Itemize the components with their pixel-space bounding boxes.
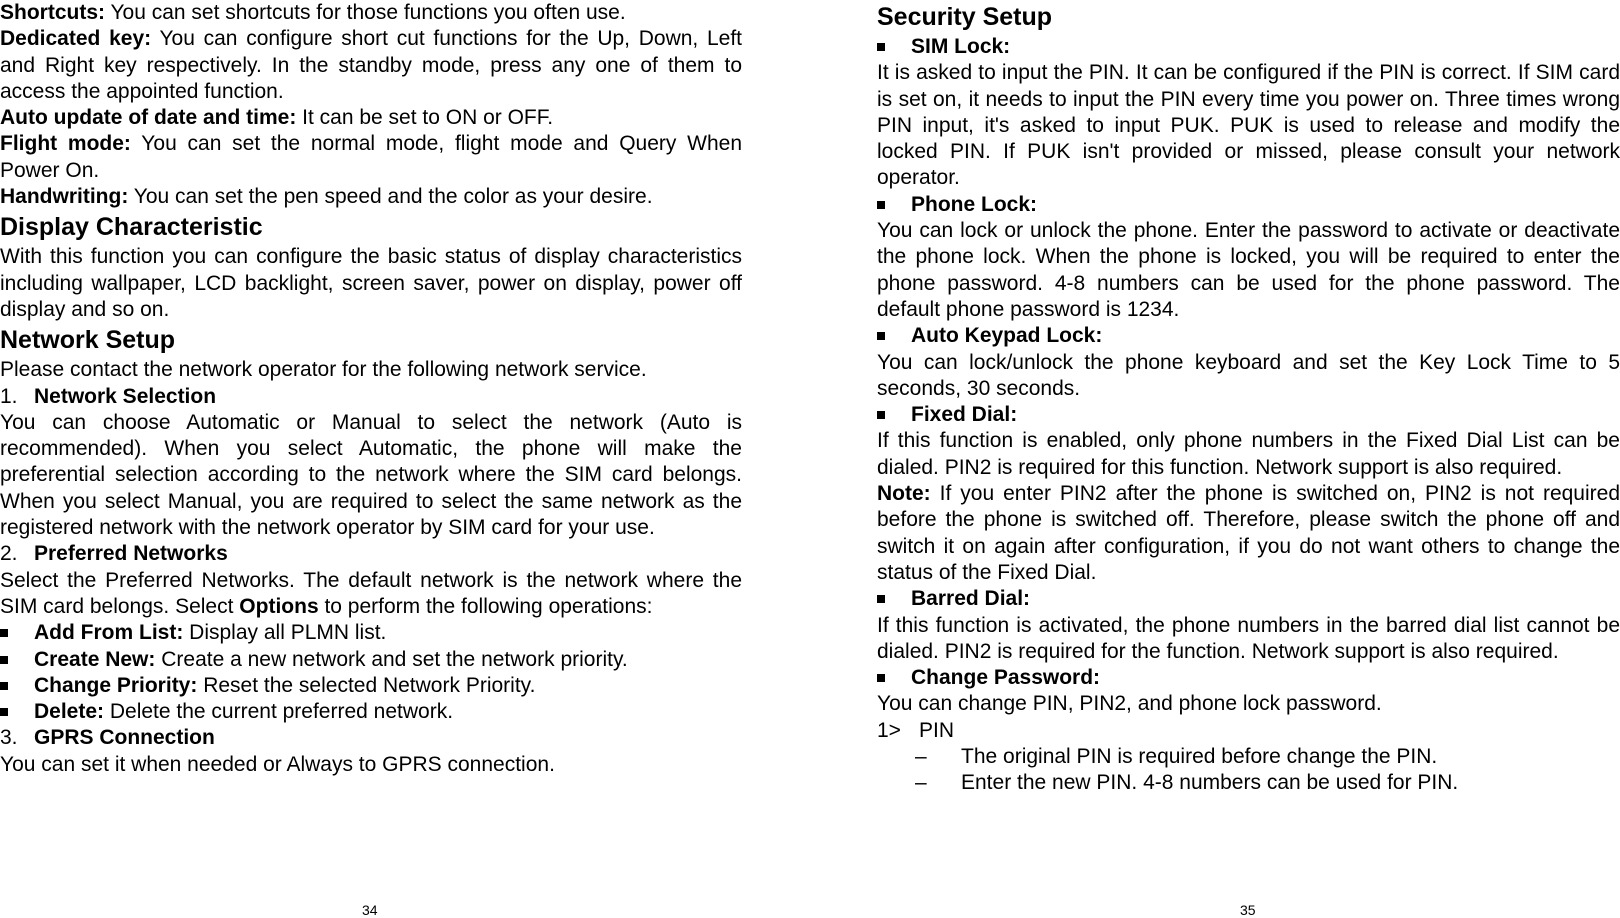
network-selection-title — [0, 384, 742, 410]
shortcuts-paragraph — [0, 0, 742, 26]
section-title: GPRS Connection — [34, 726, 215, 750]
gprs-paragraph: You can set it when needed or Always to GPRS connection. — [0, 752, 555, 776]
item-label: Fixed Dial: — [911, 403, 1018, 427]
barred-dial-text: If this function is activated, the phone numbers in the barred dial list cannot be dialed. PIN2 is required for the function. Network support is also required. — [877, 613, 1620, 663]
auto-update-text: It can be set to ON or OFF. — [296, 106, 554, 130]
flight-mode-paragraph — [0, 131, 742, 184]
preferred-text-a: Select the Preferred Networks. The default network is the network where the SIM card belongs. Select — [0, 568, 742, 618]
fixed-dial-text: If this function is enabled, only phone numbers in the Fixed Dial List can be dialed. PIN2 is required for this function. Network support is also required. — [877, 429, 1620, 479]
section-title: Network Selection — [34, 384, 217, 408]
pin-title: PIN — [919, 718, 955, 742]
network-heading: Network Setup — [0, 326, 176, 355]
item-label: SIM Lock: — [911, 35, 1011, 58]
options-label: Options — [239, 594, 319, 618]
note-label: Note: — [877, 482, 931, 506]
bullet-text: Delete the current preferred network. — [104, 700, 454, 724]
list-item — [0, 620, 742, 646]
handwriting-text: You can set the pen speed and the color as your desire. — [128, 185, 653, 209]
pin-subsection — [877, 718, 1620, 744]
bullet-label: Change Priority: — [34, 673, 198, 697]
left-page — [0, 0, 742, 778]
flight-mode-text: You can set the normal mode, flight mode and Query When Power On. — [0, 132, 743, 182]
pin-number: 1> — [877, 718, 901, 742]
square-bullet-icon — [0, 647, 34, 673]
square-bullet-icon — [877, 665, 911, 691]
display-heading: Display Characteristic — [0, 213, 263, 242]
list-item — [0, 673, 742, 699]
bullet-label: Add From List: — [34, 621, 184, 645]
preferred-networks-title — [0, 541, 742, 567]
note-paragraph — [877, 481, 1620, 586]
network-intro: Please contact the network operator for the following network service. — [0, 358, 647, 382]
dash-bullet-icon: – — [915, 745, 927, 769]
bullet-label: Create New: — [34, 647, 156, 671]
section-title: Preferred Networks — [34, 542, 228, 566]
auto-update-paragraph — [0, 105, 742, 131]
display-paragraph: With this function you can configure the basic status of display characteristics including wallpaper, LCD backlight, screen saver, power on display, power off display and so on. — [0, 245, 742, 321]
gprs-title — [0, 725, 742, 751]
section-number: 3. — [0, 726, 18, 750]
phone-lock-item — [877, 192, 1620, 218]
list-item — [0, 699, 742, 725]
note-text: If you enter PIN2 after the phone is switched on, PIN2 is not required before the phone is switched off. Therefore, please switch the phone off and switch it on again after configuration, if you do not want others to change the status of the Fixed Dial. — [877, 482, 1620, 584]
item-label: Auto Keypad Lock: — [911, 324, 1103, 348]
bullet-label: Delete: — [34, 700, 105, 724]
dash-bullet-icon: – — [915, 771, 927, 795]
auto-update-label: Auto update of date and time: — [0, 106, 297, 130]
phone-lock-text: You can lock or unlock the phone. Enter the password to activate or deactivate the phone lock. When the phone is locked, you will be required to enter the phone password. 4-8 numbers can be used for the phone password. The default phone password is 1234. — [877, 219, 1620, 321]
dash-item-text: Enter the new PIN. 4-8 numbers can be used for PIN. — [961, 771, 1459, 795]
auto-keypad-lock-text: You can lock/unlock the phone keyboard and set the Key Lock Time to 5 seconds, 30 seconds. — [877, 350, 1620, 400]
change-password-text: You can change PIN, PIN2, and phone lock password. — [877, 692, 1382, 716]
preferred-networks-paragraph — [0, 568, 742, 621]
square-bullet-icon — [877, 34, 911, 60]
page-number-right: 35 — [1240, 902, 1256, 918]
bullet-text: Reset the selected Network Priority. — [197, 673, 536, 697]
dash-item-text: The original PIN is required before change the PIN. — [961, 745, 1438, 769]
item-label: Phone Lock: — [911, 192, 1038, 216]
security-heading: Security Setup — [877, 3, 1053, 31]
shortcuts-label: Shortcuts: — [0, 1, 105, 24]
shortcuts-text: You can set shortcuts for those functions you often use. — [105, 1, 626, 24]
square-bullet-icon — [0, 620, 34, 646]
right-page — [877, 0, 1620, 797]
dedicated-key-paragraph — [0, 26, 742, 105]
fixed-dial-item — [877, 402, 1620, 428]
list-item — [0, 647, 742, 673]
square-bullet-icon — [877, 323, 911, 349]
square-bullet-icon — [0, 673, 34, 699]
sim-lock-text: It is asked to input the PIN. It can be configured if the PIN is correct. If SIM card is set on, it needs to input the PIN every time you power on. Three times wrong PIN input, it's asked to input PUK. PUK is used to release and modify the locked PIN. If PUK isn't provided or missed, please consult your network operator. — [877, 61, 1620, 190]
square-bullet-icon — [877, 586, 911, 612]
network-selection-paragraph: You can choose Automatic or Manual to select the network (Auto is recommended). When you select Automatic, the phone will make the preferential selection according to the network where the SIM card belongs. When you select Manual, you are required to select the same network as the registered network with the network operator by SIM card for your use. — [0, 410, 742, 540]
change-password-item — [877, 665, 1620, 691]
flight-mode-label: Flight mode: — [0, 132, 131, 156]
square-bullet-icon — [877, 402, 911, 428]
list-item — [877, 744, 1620, 770]
auto-keypad-lock-item — [877, 323, 1620, 349]
section-number: 1. — [0, 384, 18, 408]
preferred-text-b: to perform the following operations: — [318, 594, 653, 618]
item-label: Barred Dial: — [911, 587, 1031, 611]
item-label: Change Password: — [911, 666, 1101, 690]
square-bullet-icon — [877, 192, 911, 218]
page-number-left: 34 — [362, 902, 378, 918]
dedicated-key-text: You can configure short cut functions for the Up, Down, Left and Right key respectively. In the standby mode, press any one of them to access the appointed function. — [0, 27, 743, 103]
section-number: 2. — [0, 542, 18, 566]
bullet-text: Create a new network and set the network priority. — [155, 647, 628, 671]
handwriting-label: Handwriting: — [0, 185, 129, 209]
bullet-text: Display all PLMN list. — [183, 621, 387, 645]
sim-lock-item — [877, 34, 1620, 60]
handwriting-paragraph — [0, 184, 742, 210]
square-bullet-icon — [0, 699, 34, 725]
barred-dial-item — [877, 586, 1620, 612]
dedicated-key-label: Dedicated key: — [0, 27, 152, 51]
list-item — [877, 770, 1620, 796]
